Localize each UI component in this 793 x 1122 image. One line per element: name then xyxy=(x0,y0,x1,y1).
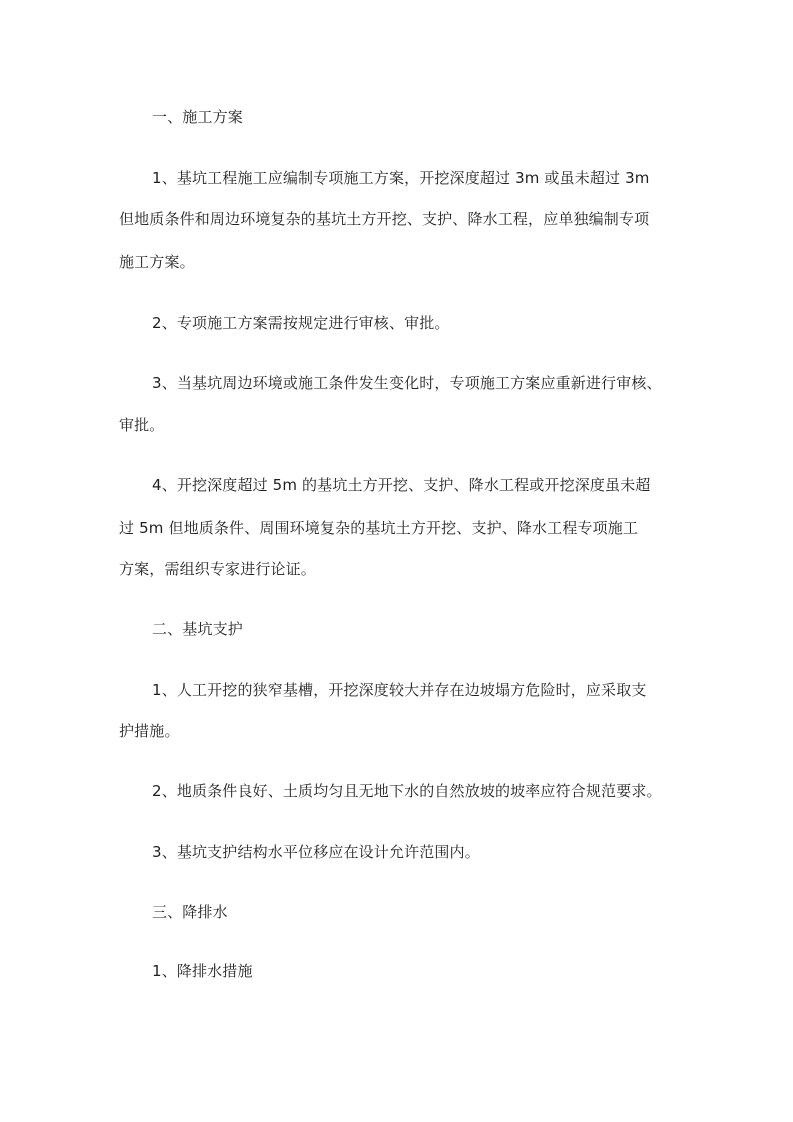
paragraph-line: 1、降排水措施 xyxy=(152,962,253,980)
section-heading-dewatering: 三、降排水 xyxy=(152,903,228,921)
paragraph-line: 1、人工开挖的狭窄基槽，开挖深度较大并存在边坡塌方危险时，应采取支 xyxy=(152,681,647,699)
paragraph-line: 审批。 xyxy=(119,416,165,434)
paragraph-line: 3、当基坑周边环境或施工条件发生变化时，专项施工方案应重新进行审核、 xyxy=(152,374,662,392)
paragraph-line: 2、专项施工方案需按规定进行审核、审批。 xyxy=(152,314,450,332)
paragraph-line: 过 5m 但地质条件、周围环境复杂的基坑土方开挖、支护、降水工程专项施工 xyxy=(119,519,639,537)
section-heading-pit-support: 二、基坑支护 xyxy=(152,620,243,638)
paragraph-line: 方案，需组织专家进行论证。 xyxy=(119,560,316,578)
paragraph-line: 护措施。 xyxy=(119,722,180,740)
paragraph-line: 施工方案。 xyxy=(119,253,195,271)
paragraph-line: 1、基坑工程施工应编制专项施工方案，开挖深度超过 3m 或虽未超过 3m xyxy=(152,169,650,187)
section-heading-construction-plan: 一、施工方案 xyxy=(152,108,243,126)
paragraph-line: 2、地质条件良好、土质均匀且无地下水的自然放坡的坡率应符合规范要求。 xyxy=(152,782,662,800)
paragraph-line: 但地质条件和周边环境复杂的基坑土方开挖、支护、降水工程，应单独编制专项 xyxy=(119,210,650,228)
paragraph-line: 3、基坑支护结构水平位移应在设计允许范围内。 xyxy=(152,843,480,861)
paragraph-line: 4、开挖深度超过 5m 的基坑土方开挖、支护、降水工程或开挖深度虽未超 xyxy=(152,476,651,494)
